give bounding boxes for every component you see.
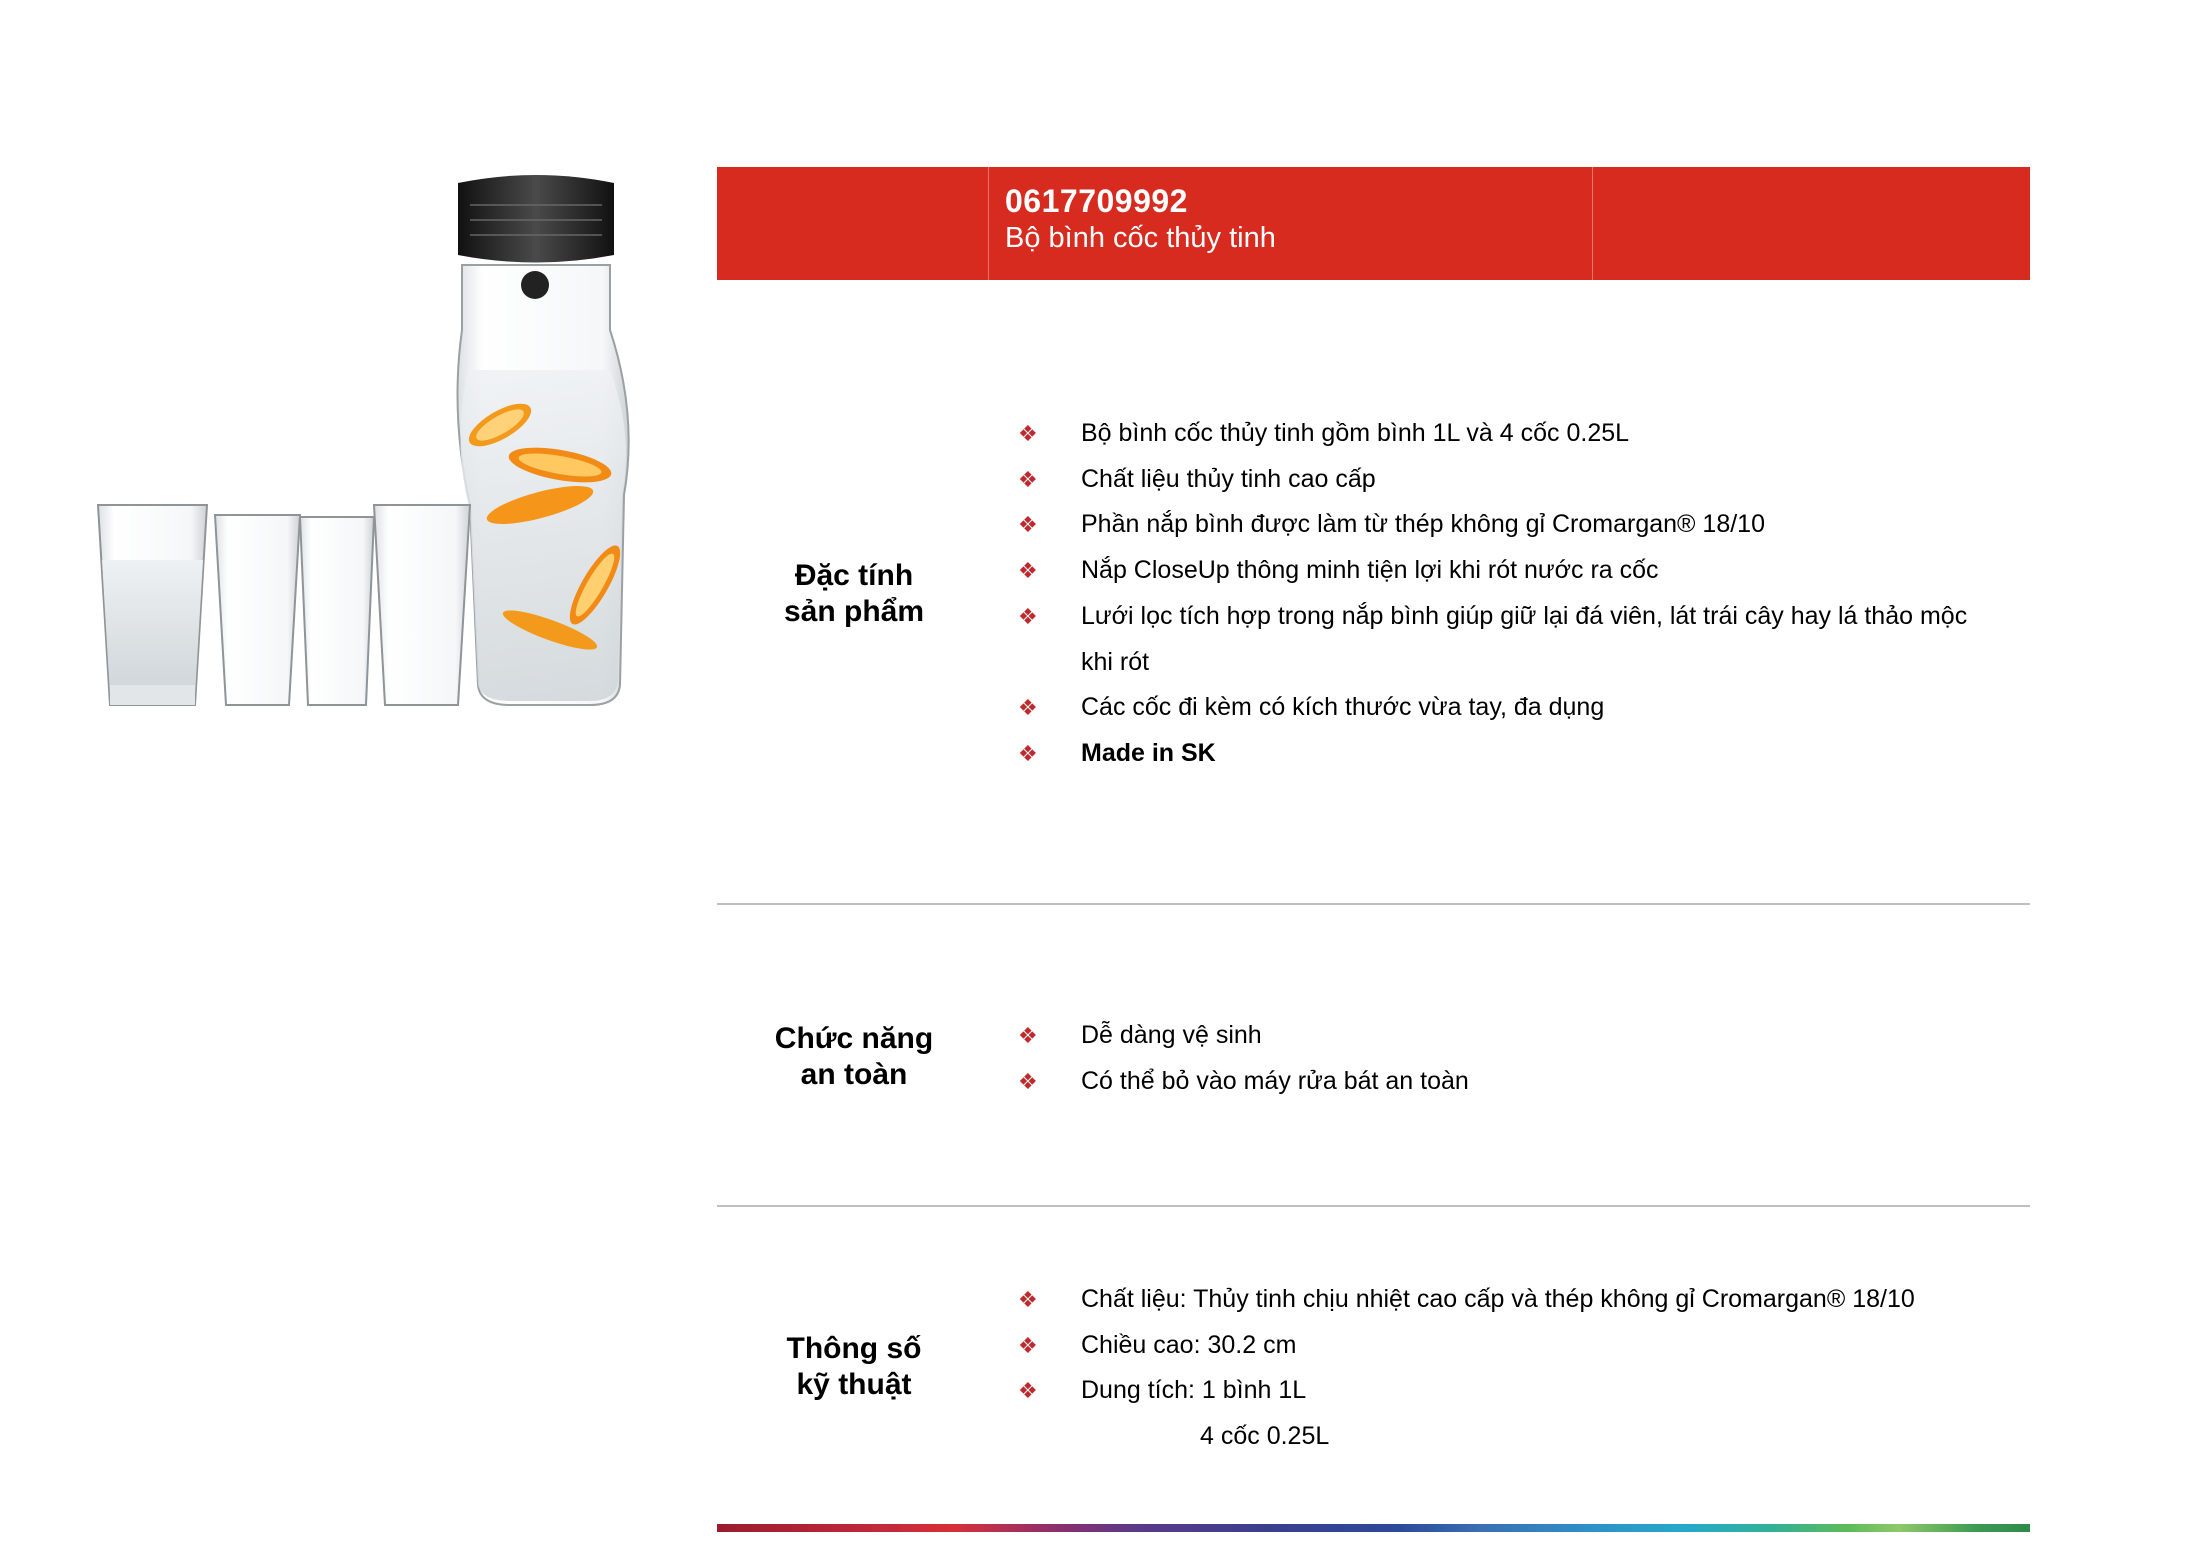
list-item-text: Có thể bỏ vào máy rửa bát an toàn <box>1081 1066 1469 1095</box>
list-item-text: Dễ dàng vệ sinh <box>1081 1021 1262 1049</box>
section-title-line: sản phẩm <box>783 595 925 628</box>
specs-list <box>1018 1277 2041 1414</box>
list-item <box>1018 411 2041 457</box>
tumblers <box>98 505 470 705</box>
bullet-icon: ❖ <box>1018 512 1038 538</box>
section-title-safety <box>717 1021 991 1093</box>
list-item-text: Chiều cao: 30.2 cm <box>1081 1330 1297 1359</box>
feature-list <box>1018 411 2041 777</box>
header-divider <box>988 167 989 280</box>
list-item-text: Lưới lọc tích hợp trong nắp bình giúp giữ lại đá viên, lát trái cây hay lá thảo mộc <box>1081 601 1968 630</box>
bullet-icon: ❖ <box>1018 1023 1038 1048</box>
bullet-icon: ❖ <box>1018 603 1038 629</box>
section-title-specs <box>717 1331 991 1403</box>
list-item <box>1018 731 2041 777</box>
list-item-text: Bộ bình cốc thủy tinh gồm bình 1L và 4 cốc 0.25L <box>1081 419 1630 447</box>
header-band <box>717 167 2030 280</box>
safety-list <box>1018 1013 2041 1104</box>
header-divider <box>1592 167 1593 280</box>
list-item-text: Chất liệu thủy tinh cao cấp <box>1081 464 1376 493</box>
list-item-text: Nắp CloseUp thông minh tiện lợi khi rót nước ra cốc <box>1081 556 1659 585</box>
section-title-line: kỹ thuật <box>796 1368 912 1401</box>
list-item-text: Dung tích: 1 bình 1L <box>1081 1376 1307 1405</box>
list-item <box>1018 685 2041 731</box>
list-item <box>1018 457 2041 503</box>
brand-color-bar <box>717 1524 2030 1532</box>
section-title-line: an toàn <box>800 1058 908 1091</box>
section-divider <box>717 1205 2030 1207</box>
bullet-icon: ❖ <box>1018 695 1038 721</box>
product-code: 0617709992 <box>1005 183 1188 219</box>
list-item-text: Phần nắp bình được làm từ thép không gỉ Cromargan® 18/10 <box>1081 510 1765 539</box>
list-item <box>1018 594 2041 640</box>
product-name: Bộ bình cốc thủy tinh <box>1005 222 1276 254</box>
list-item <box>1018 1368 2041 1414</box>
list-item-continuation: khi rót <box>1081 647 1150 676</box>
section-title-line: Chức năng <box>774 1022 934 1055</box>
section-title-line: Thông số <box>786 1332 922 1365</box>
bullet-icon: ❖ <box>1018 466 1038 492</box>
bullet-icon: ❖ <box>1018 421 1038 446</box>
bullet-icon: ❖ <box>1018 740 1038 766</box>
list-item <box>1018 1013 2041 1059</box>
bullet-icon: ❖ <box>1018 558 1038 584</box>
list-item-text: Các cốc đi kèm có kích thước vừa tay, đa dụng <box>1081 693 1605 722</box>
list-item <box>1018 1059 2041 1105</box>
bullet-icon: ❖ <box>1018 1332 1038 1358</box>
list-item <box>1018 640 2041 686</box>
list-item <box>1018 502 2041 548</box>
product-image <box>90 165 650 725</box>
bullet-icon: ❖ <box>1018 1378 1038 1404</box>
section-title-features <box>717 558 991 630</box>
section-title-line: Đặc tính <box>794 559 914 592</box>
list-item-text: Made in SK <box>1081 738 1216 767</box>
list-item <box>1018 548 2041 594</box>
section-divider <box>717 903 2030 905</box>
capacity-continuation: 4 cốc 0.25L <box>1200 1422 1330 1450</box>
list-item <box>1018 1277 2041 1323</box>
bullet-icon: ❖ <box>1018 1287 1038 1312</box>
list-item-text: Chất liệu: Thủy tinh chịu nhiệt cao cấp và thép không gỉ Cromargan® 18/10 <box>1081 1285 1915 1313</box>
list-item <box>1018 1323 2041 1369</box>
bullet-icon: ❖ <box>1018 1068 1038 1094</box>
carafe <box>458 175 629 705</box>
